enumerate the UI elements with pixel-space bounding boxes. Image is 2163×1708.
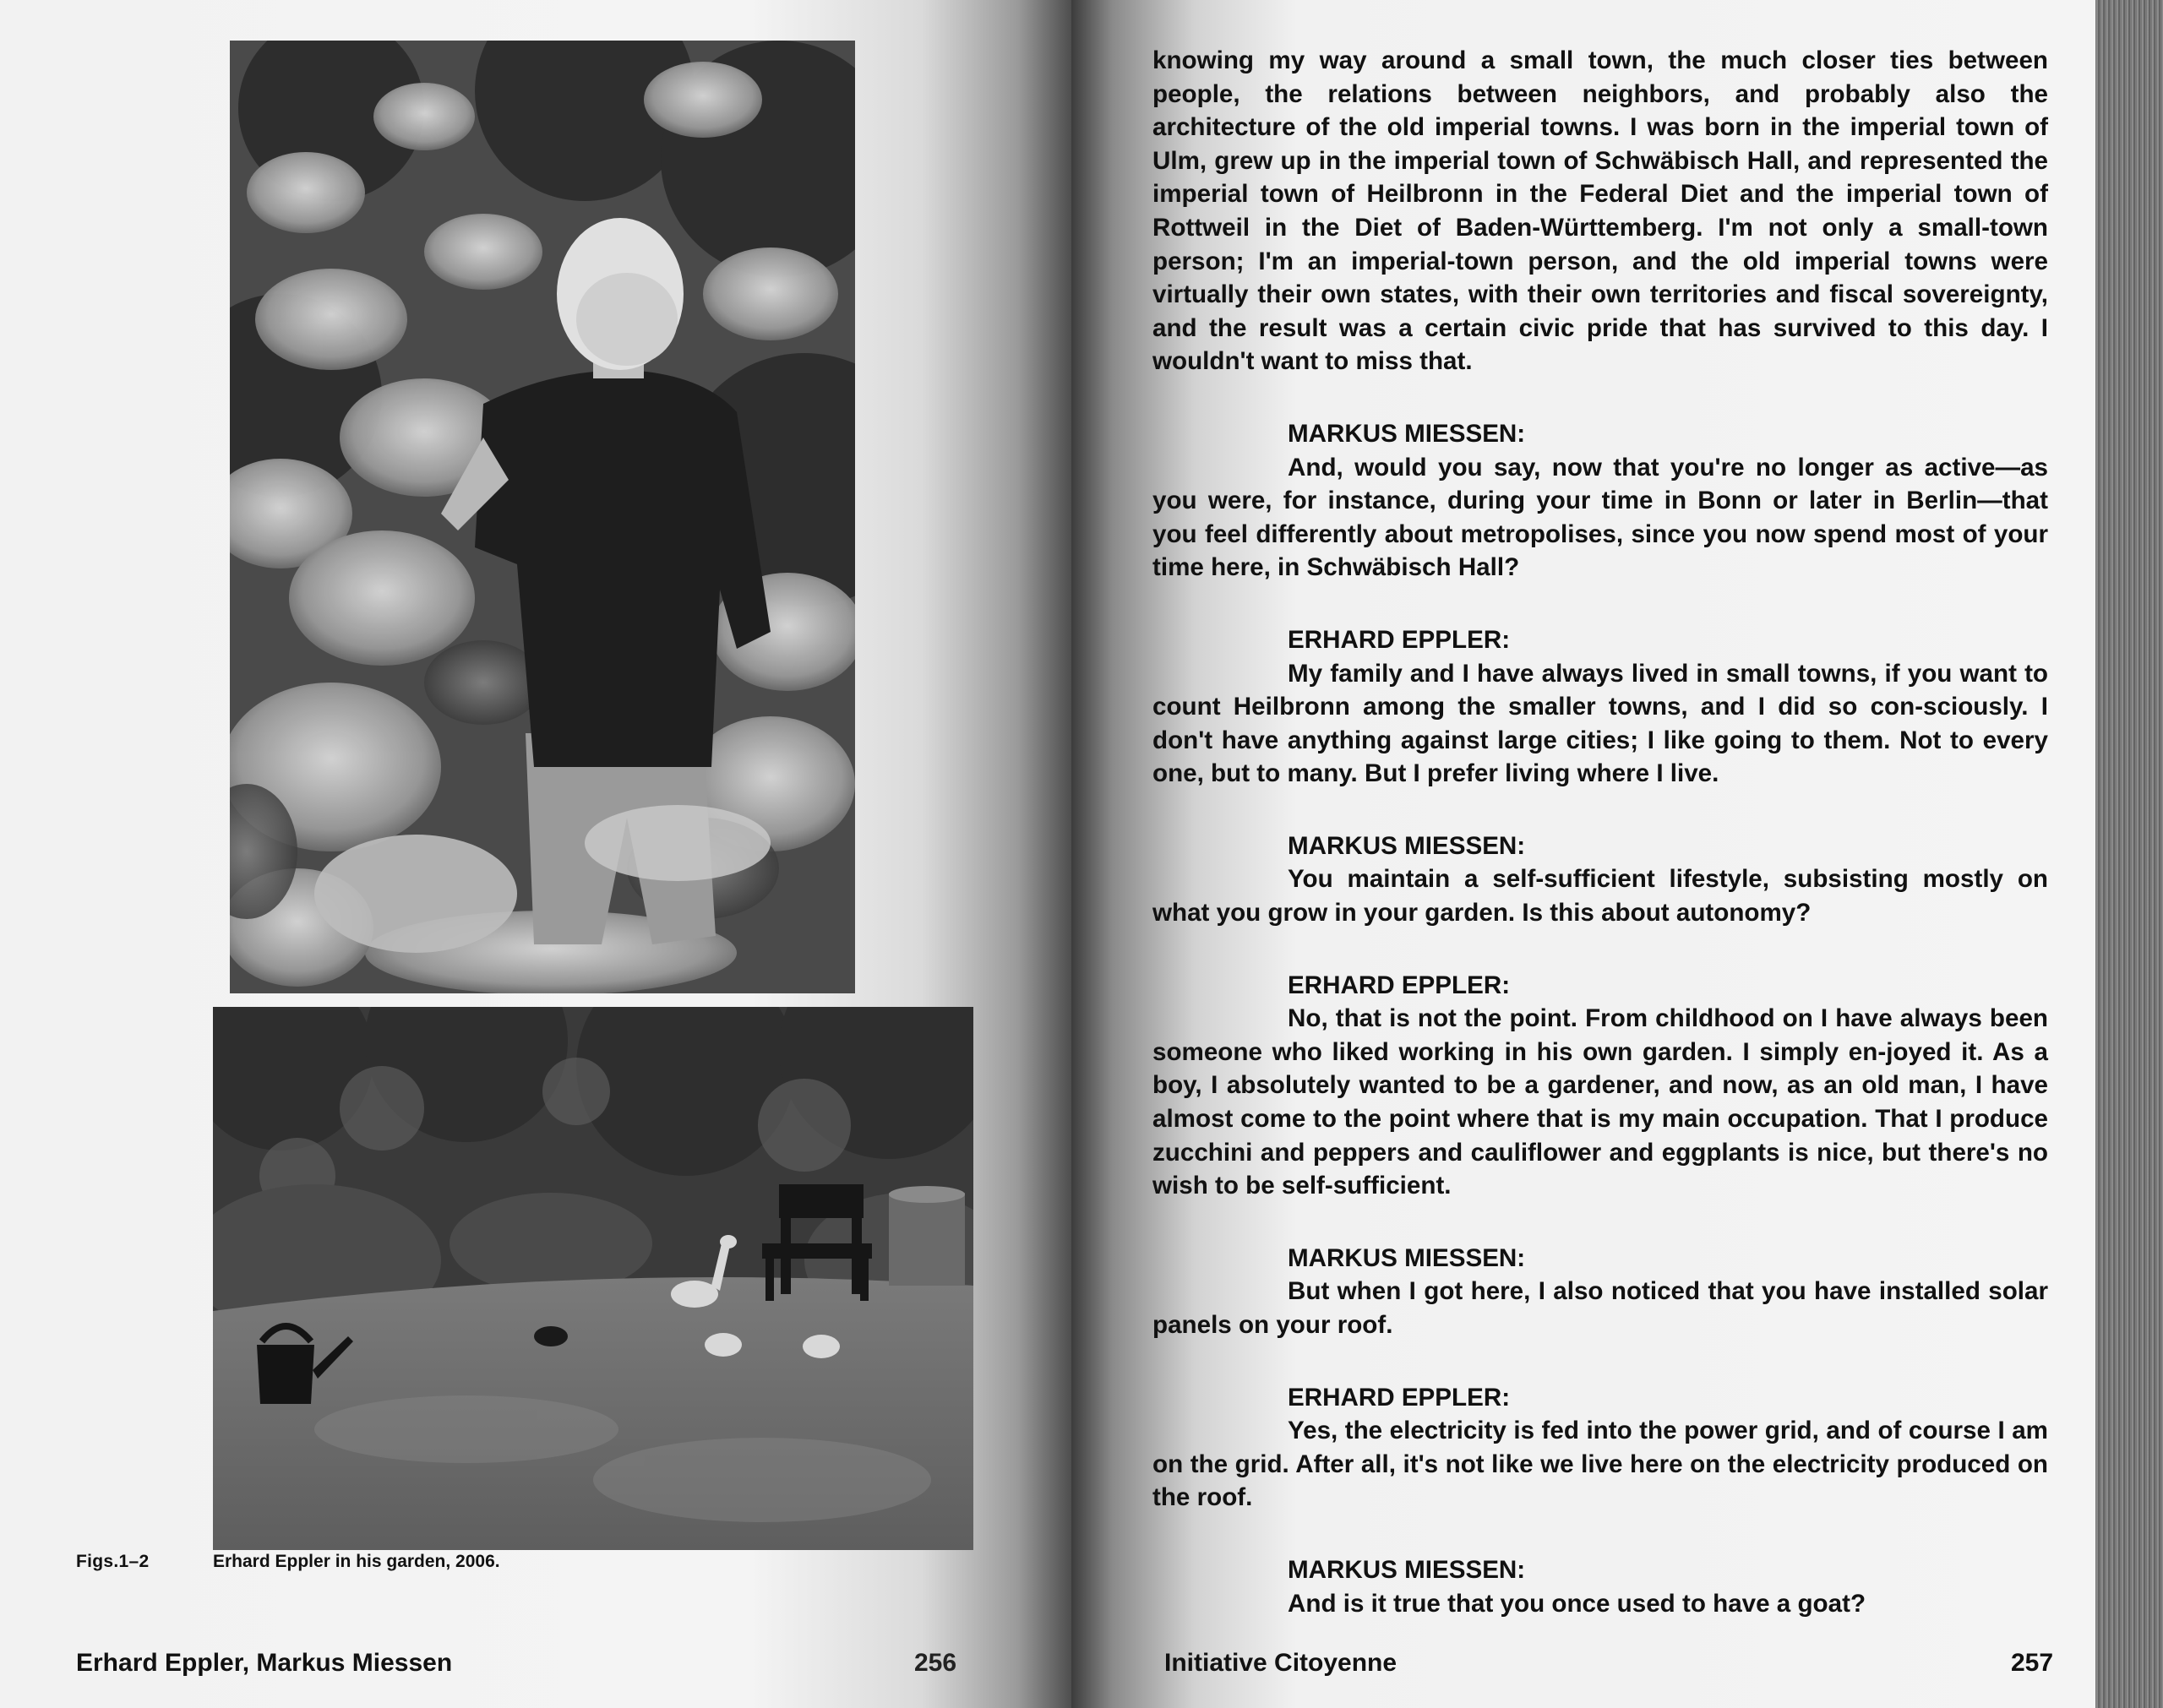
right-page-number: 257 <box>2011 1649 2054 1677</box>
speech-paragraph: You maintain a self-sufficient lifestyle, subsisting mostly on what you grow in your garden. Is this about autonomy? <box>1152 865 2048 927</box>
speaker-label: ERHARD EPPLER: <box>1288 1383 1511 1412</box>
photo-man-in-garden <box>230 41 855 993</box>
speaker-label: MARKUS MIESSEN: <box>1288 1555 1526 1584</box>
speaker-label: MARKUS MIESSEN: <box>1288 419 1526 448</box>
speaker-label: MARKUS MIESSEN: <box>1288 831 1526 860</box>
right-running-footer: Initiative Citoyenne <box>1164 1649 1398 1677</box>
speaker-label: ERHARD EPPLER: <box>1288 971 1511 999</box>
speech-paragraph: My family and I have always lived in small towns, if you want to count Heilbronn among the smaller towns, and I did so con-sciously. I don't have anything against large cities; I like going to them. Not to every one, but to many. But I prefer living where I live. <box>1152 659 2048 788</box>
photo-garden-lawn <box>213 1007 973 1550</box>
figure-number-caption: Figs.1–2 <box>76 1552 150 1571</box>
speaker-label: MARKUS MIESSEN: <box>1288 1243 1526 1272</box>
speech-paragraph: And, would you say, now that you're no longer as active—as you were, for instance, during your time in Bonn or later in Berlin—that you feel differently about metropolises, since you now spend most of your time here, in Schwäbisch Hall? <box>1152 453 2048 582</box>
speech-paragraph: But when I got here, I also noticed that you have installed solar panels on your roof. <box>1152 1277 2048 1339</box>
page-edges <box>2095 0 2163 1708</box>
left-page-number: 256 <box>914 1649 957 1677</box>
figure-caption: Erhard Eppler in his garden, 2006. <box>213 1552 500 1571</box>
speaker-label: ERHARD EPPLER: <box>1288 625 1511 654</box>
speech-paragraph: And is it true that you once used to have a goat? <box>1288 1589 1866 1618</box>
speech-paragraph: No, that is not the point. From childhood on I have always been someone who liked working in his own garden. I simply en-joyed it. As a boy, I absolutely wanted to be a gardener, and now, as an old man, I have almost come to the point where that is my main occupation. That I produce zucchini and peppers and cauliflower and eggplants is nice, but there's no wish to be self-sufficient. <box>1152 1004 2048 1200</box>
speech-paragraph: Yes, the electricity is fed into the power grid, and of course I am on the grid. After all, it's not like we live here on the electricity produced on the roof. <box>1152 1417 2048 1512</box>
opening-paragraph: knowing my way around a small town, the much closer ties between people, the relations between neighbors, and probably also the architecture of the old imperial towns. I was born in the imperial town of Ulm, grew up in the imperial town of Schwäbisch Hall, and represented the imperial town of Heilbronn in the Federal Diet and the imperial town of Rottweil in the Diet of Baden-Württemberg. I'm not only a small-town person; I'm an imperial-town person, and the old imperial towns were virtually their own states, with their own territories and fiscal sovereignty, and the result was a certain civic pride that has survived to this day. I wouldn't want to miss that. <box>1152 46 2048 376</box>
interview-text <box>1152 44 2048 1620</box>
left-running-footer: Erhard Eppler, Markus Miessen <box>76 1649 453 1677</box>
